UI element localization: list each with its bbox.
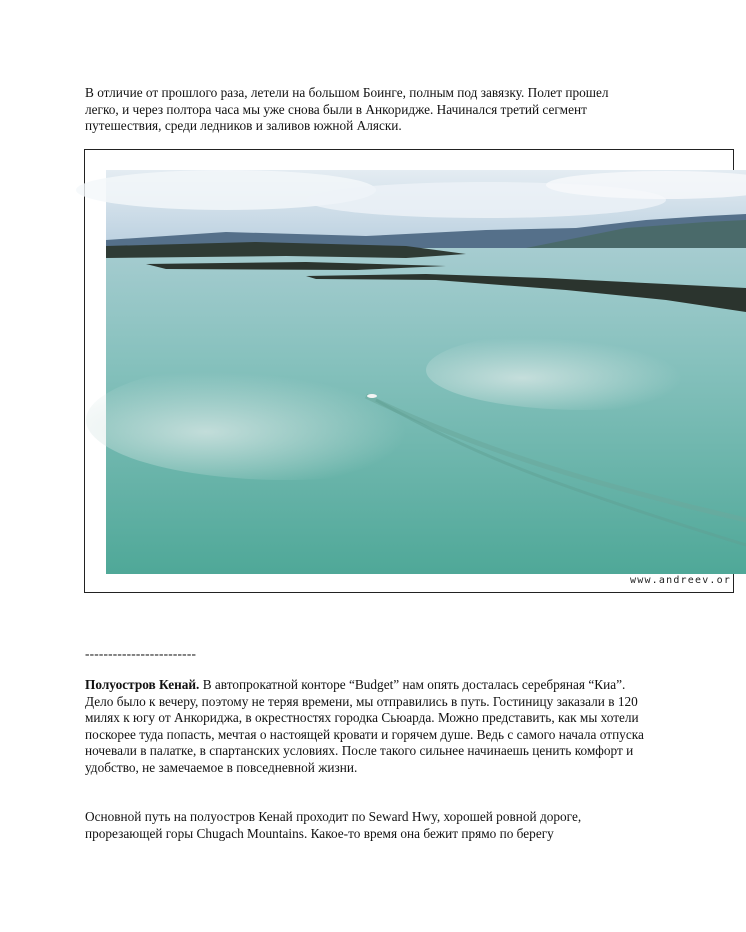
photo-frame bbox=[84, 149, 734, 593]
photo-watermark: www.andreev.or bbox=[630, 575, 732, 586]
kenai-text: В автопрокатной конторе “Budget” нам опять досталась серебряная “Киа”. Дело было к вечеру, поэтому не теряя времени, мы отправились в путь. Гостиницу заказали в 120 милях к югу от Анкориджа, в окрестностях городка Сьюарда. Можно представить, как мы хотели поскорее туда попасть, мечтая о настоящей кровати и горячем душе. Ведь с самого начала отпуска ночевали в палатке, в спартанских условиях. После такого сильнее начинаешь ценить комфорт и удобство, не замечаемое в повседневной жизни. bbox=[85, 677, 644, 775]
lake-aerial-image bbox=[106, 170, 746, 574]
seward-paragraph: Основной путь на полуостров Кенай проходит по Seward Hwy, хорошей ровной дороге, прорезающей горы Chugach Mountains. Какое-то время она бежит прямо по берегу bbox=[85, 809, 582, 841]
kenai-paragraph bbox=[85, 677, 645, 777]
kenai-lead: Полуостров Кенай. bbox=[85, 677, 200, 692]
alaska-lake-photo bbox=[106, 170, 746, 574]
section-separator: ------------------------ bbox=[85, 646, 197, 661]
intro-paragraph: В отличие от прошлого раза, летели на большом Боинге, полным под завязку. Полет прошел легко, и через полтора часа мы уже снова были в Анкоридже. Начинался третий сегмент путешествия, среди ледников и заливов южной Аляски. bbox=[85, 85, 609, 134]
